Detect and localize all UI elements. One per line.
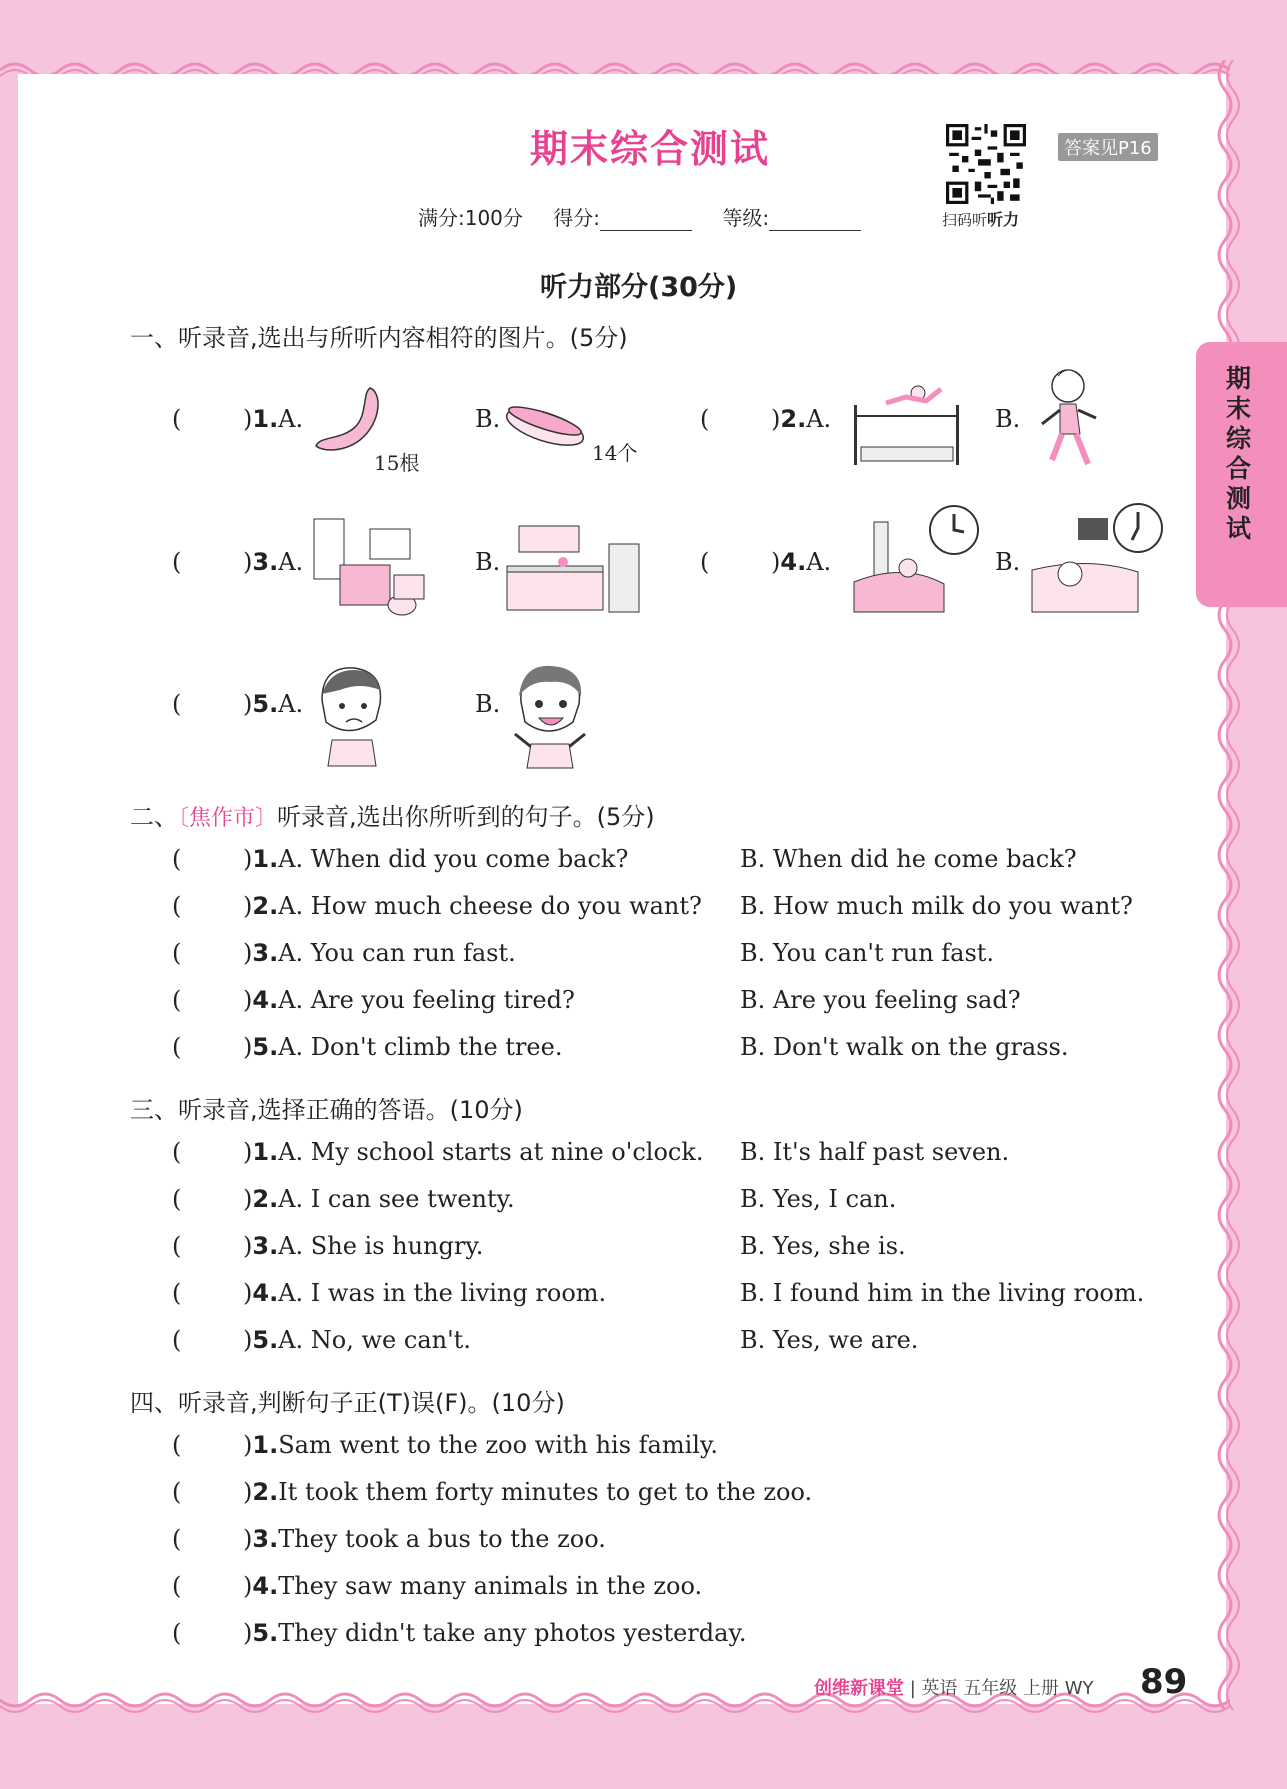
side-tab-label: 期末综合测试 (1226, 364, 1252, 543)
answer-blank[interactable] (714, 405, 770, 435)
question-number: 2. (252, 1478, 279, 1506)
question-number: 5. (252, 1033, 279, 1061)
answer-open-paren: ( (172, 1525, 182, 1553)
option-a: A. I can see twenty. (278, 1185, 515, 1213)
question-number: 4. (780, 548, 807, 576)
qr-caption-prefix: 扫码听 (942, 211, 988, 229)
question-label: )2.A. (771, 405, 832, 433)
answer-open-paren: ( (172, 1279, 182, 1307)
answer-blank[interactable] (186, 892, 242, 922)
question-number: 2. (252, 1185, 279, 1213)
answer-blank[interactable] (186, 1525, 242, 1555)
sad-boy-picture-svg (310, 660, 390, 770)
qr-caption (942, 207, 1019, 230)
page-title: 期末综合测试 (529, 127, 770, 171)
s4-question-4 (0, 1572, 1287, 1606)
girl-sleeping-picture (1028, 500, 1168, 615)
option-a: A. You can run fast. (278, 939, 516, 967)
question-text: )4.A. Are you feeling tired? (243, 986, 575, 1014)
s3-question-5 (0, 1326, 1287, 1360)
option-a-label: A. (278, 548, 304, 576)
girl-waking-picture (844, 502, 984, 617)
answer-blank[interactable] (714, 548, 770, 578)
question-number: 3. (252, 1525, 279, 1553)
happy-boy-picture (505, 660, 595, 770)
question-text: )2.It took them forty minutes to get to the zoo. (243, 1478, 813, 1506)
option-a: They saw many animals in the zoo. (278, 1572, 703, 1600)
qr-code-icon[interactable] (946, 124, 1026, 204)
section3-title: 三、听录音,选择正确的答语。(10分) (130, 1096, 523, 1124)
footer-brand: 创维新课堂 (814, 1678, 904, 1699)
question-number: 3. (252, 1232, 279, 1260)
high-jump-picture-svg (846, 375, 966, 470)
answer-blank[interactable] (186, 1431, 242, 1461)
option-b-label: B. (995, 405, 1021, 433)
question-text: )3.A. She is hungry. (243, 1232, 484, 1260)
question-number: 2. (252, 892, 279, 920)
option-b: B. Don't walk on the grass. (740, 1033, 1069, 1061)
s2-question-1 (0, 845, 1287, 879)
answer-badge: 答案见P16 (1058, 133, 1158, 161)
option-a: A. Don't climb the tree. (278, 1033, 563, 1061)
option-a: A. My school starts at nine o'clock. (278, 1138, 704, 1166)
answer-open-paren: ( (172, 1138, 182, 1166)
answer-open-paren: ( (172, 845, 182, 873)
s2-question-2 (0, 892, 1287, 926)
answer-open-paren: ( (172, 1478, 182, 1506)
option-a: A. How much cheese do you want? (278, 892, 702, 920)
option-b: B. You can't run fast. (740, 939, 995, 967)
option-a-label: A. (806, 405, 832, 433)
option-a-label: A. (278, 405, 304, 433)
option-b-label: B. (995, 548, 1021, 576)
question-number: 2. (780, 405, 807, 433)
option-a: It took them forty minutes to get to the zoo. (278, 1478, 813, 1506)
answer-blank[interactable] (186, 1619, 242, 1649)
answer-open-paren: ( (700, 405, 710, 433)
question-label: )1.A. (243, 405, 304, 433)
option-b: B. Yes, she is. (740, 1232, 906, 1260)
answer-blank[interactable] (186, 845, 242, 875)
s2-question-5 (0, 1033, 1287, 1067)
footer-separator: | (909, 1678, 916, 1699)
answer-blank[interactable] (186, 1326, 242, 1356)
option-b: B. When did he come back? (740, 845, 1077, 873)
answer-blank[interactable] (186, 1232, 242, 1262)
question-text: )5.They didn't take any photos yesterday. (243, 1619, 747, 1647)
question-number: 1. (252, 1431, 279, 1459)
grade-label-text: 等级: (722, 206, 770, 230)
s3-question-2 (0, 1185, 1287, 1219)
s4-question-2 (0, 1478, 1287, 1512)
question-label: )5.A. (243, 690, 304, 718)
question-number: 5. (252, 690, 279, 718)
option-a-label: A. (278, 690, 304, 718)
region-tag: 〔焦作市〕 (178, 806, 278, 831)
answer-open-paren: ( (172, 986, 182, 1014)
s4-question-1 (0, 1431, 1287, 1465)
option-b: B. It's half past seven. (740, 1138, 1010, 1166)
section2-prefix: 二、 (130, 803, 178, 831)
answer-blank[interactable] (186, 1572, 242, 1602)
answer-open-paren: ( (172, 405, 182, 433)
s3-question-4 (0, 1279, 1287, 1313)
answer-open-paren: ( (700, 548, 710, 576)
question-number: 3. (252, 939, 279, 967)
question-number: 4. (252, 986, 279, 1014)
option-a: Sam went to the zoo with his family. (278, 1431, 718, 1459)
question-text: )2.A. How much cheese do you want? (243, 892, 702, 920)
question-text: )3.A. You can run fast. (243, 939, 516, 967)
running-boy-picture (1030, 364, 1110, 474)
grade-label (722, 206, 861, 230)
answer-open-paren: ( (172, 1326, 182, 1354)
option-b-label: B. (475, 548, 501, 576)
question-text: )1.A. When did you come back? (243, 845, 629, 873)
s4-question-3 (0, 1525, 1287, 1559)
answer-blank[interactable] (186, 1185, 242, 1215)
answer-blank[interactable] (186, 1033, 242, 1063)
option-b: B. Yes, we are. (740, 1326, 919, 1354)
question-label: )3.A. (243, 548, 304, 576)
question-number: 1. (252, 845, 279, 873)
question-text: )3.They took a bus to the zoo. (243, 1525, 606, 1553)
section2-title (130, 797, 655, 832)
s3-question-3 (0, 1232, 1287, 1266)
answer-blank[interactable] (186, 690, 242, 720)
answer-blank[interactable] (186, 1138, 242, 1168)
question-number: 4. (252, 1572, 279, 1600)
sausage-caption: 15根 (374, 451, 420, 475)
happy-boy-picture-svg (505, 660, 595, 770)
question-number: 5. (252, 1326, 279, 1354)
score-label-text: 得分: (553, 206, 601, 230)
question-text: )4.They saw many animals in the zoo. (243, 1572, 703, 1600)
option-a: A. No, we can't. (278, 1326, 471, 1354)
answer-open-paren: ( (172, 939, 182, 967)
s1-question-5 (0, 690, 1287, 724)
question-number: 3. (252, 548, 279, 576)
question-text: )5.A. Don't climb the tree. (243, 1033, 563, 1061)
footer (814, 1674, 1094, 1700)
option-b: B. How much milk do you want? (740, 892, 1133, 920)
s4-question-5 (0, 1619, 1287, 1653)
question-number: 1. (252, 1138, 279, 1166)
question-text: )5.A. No, we can't. (243, 1326, 471, 1354)
s2-question-4 (0, 986, 1287, 1020)
question-number: 1. (252, 405, 279, 433)
answer-open-paren: ( (172, 892, 182, 920)
option-a: They didn't take any photos yesterday. (278, 1619, 747, 1647)
option-a-label: A. (806, 548, 832, 576)
answer-open-paren: ( (172, 1033, 182, 1061)
question-text: )2.A. I can see twenty. (243, 1185, 515, 1213)
footer-info: 英语 五年级 上册 WY (921, 1678, 1094, 1699)
sad-boy-picture (310, 660, 390, 770)
listening-part-title: 听力部分(30分) (540, 272, 738, 303)
question-number: 5. (252, 1619, 279, 1647)
section1-title: 一、听录音,选出与所听内容相符的图片。(5分) (130, 324, 628, 352)
girl-sleeping-picture-svg (1028, 500, 1168, 615)
option-b: B. Yes, I can. (740, 1185, 897, 1213)
section2-title-text: 听录音,选出你所听到的句子。(5分) (277, 803, 655, 831)
option-b-label: B. (475, 405, 501, 433)
answer-open-paren: ( (172, 1619, 182, 1647)
answer-open-paren: ( (172, 1572, 182, 1600)
option-a: A. Are you feeling tired? (278, 986, 575, 1014)
answer-blank[interactable] (186, 986, 242, 1016)
option-b: B. Are you feeling sad? (740, 986, 1021, 1014)
grade-blank[interactable] (769, 210, 861, 231)
question-text: )1.Sam went to the zoo with his family. (243, 1431, 718, 1459)
full-score: 满分:100分 (418, 206, 523, 230)
running-boy-picture-svg (1030, 364, 1110, 474)
answer-blank[interactable] (186, 939, 242, 969)
answer-blank[interactable] (186, 1279, 242, 1309)
section4-title: 四、听录音,判断句子正(T)误(F)。(10分) (130, 1389, 565, 1417)
girl-waking-picture-svg (844, 502, 984, 617)
s3-question-1 (0, 1138, 1287, 1172)
option-a: A. I was in the living room. (278, 1279, 607, 1307)
qr-caption-strong: 听力 (987, 210, 1020, 229)
s2-question-3 (0, 939, 1287, 973)
option-a: They took a bus to the zoo. (278, 1525, 606, 1553)
answer-open-paren: ( (172, 690, 182, 718)
score-blank[interactable] (600, 210, 692, 231)
answer-open-paren: ( (172, 1431, 182, 1459)
hotdog-caption: 14个 (592, 441, 638, 465)
question-number: 4. (252, 1279, 279, 1307)
answer-open-paren: ( (172, 548, 182, 576)
question-label: )4.A. (771, 548, 832, 576)
answer-blank[interactable] (186, 1478, 242, 1508)
answer-open-paren: ( (172, 1232, 182, 1260)
option-a: A. When did you come back? (278, 845, 629, 873)
answer-open-paren: ( (172, 1185, 182, 1213)
score-line (418, 202, 885, 231)
score-label (553, 206, 692, 230)
high-jump-picture (846, 375, 966, 470)
option-b: B. I found him in the living room. (740, 1279, 1145, 1307)
question-text: )4.A. I was in the living room. (243, 1279, 607, 1307)
question-text: )1.A. My school starts at nine o'clock. (243, 1138, 704, 1166)
page-number: 89 (1140, 1662, 1188, 1702)
option-a: A. She is hungry. (278, 1232, 484, 1260)
option-b-label: B. (475, 690, 501, 718)
